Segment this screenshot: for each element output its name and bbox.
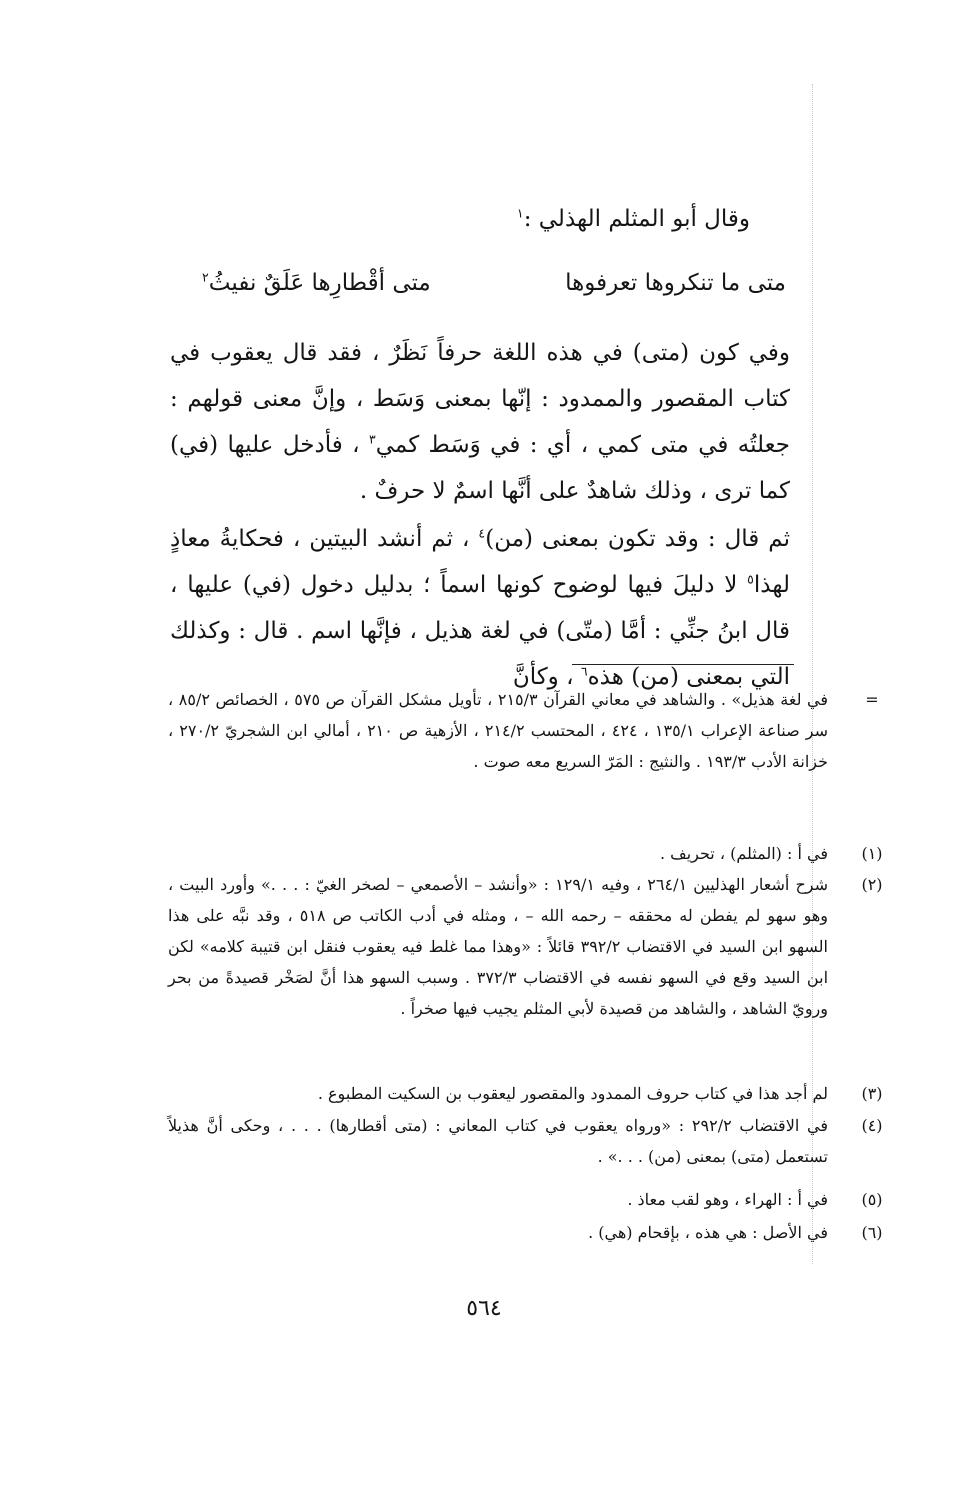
paragraph-1: [170, 330, 790, 514]
footnote-ref-4: ٤: [478, 525, 486, 541]
footnote-ref-6: ٦: [580, 663, 588, 679]
intro-text: وقال أبو المثلم الهذلي :: [523, 206, 750, 232]
paragraph-2: [170, 516, 790, 700]
footnote-text: في الأصل : هي هذه ، بإقحام (هي) .: [588, 1223, 828, 1242]
footnote-ref-2: ٢: [202, 269, 209, 285]
footnote-5: [168, 1184, 883, 1215]
paragraph-2-part-c: لا دليلَ فيها لوضوح كونها اسماً ؛ بدليل دخول (في) عليها ، قال ابنُ جنِّي : أمَّا (متّى) في لغة هذيل ، فإنَّها اسم . قال : وكذلك التي بمعنى (من) هذه: [170, 572, 791, 690]
footnote-number: (٦): [861, 1223, 883, 1242]
footnote-text: في الاقتضاب ٢٩٢/٢ : «ورواه يعقوب في كتاب المعاني : (متى أقطارها) . . . ، وحكى أنَّ هذيلاً تستعمل (متى) بمعنى (من) . . .» .: [168, 1116, 828, 1166]
footnote-separator: [572, 664, 794, 665]
footnote-4: [168, 1110, 883, 1172]
footnote-ref-3: ٣: [368, 431, 376, 447]
footnote-number: (١): [861, 844, 883, 863]
paragraph-2-part-d: ، وكأنَّ: [512, 664, 581, 690]
footnote-continuation-marker: =: [865, 690, 879, 709]
footnote-number: (٤): [861, 1116, 883, 1135]
footnote-1: [168, 838, 883, 869]
footnote-ref-5: ٥: [747, 571, 754, 587]
footnote-2: [168, 869, 883, 1024]
footnote-6: [168, 1217, 883, 1248]
footnote-number: (٢): [861, 875, 883, 894]
footnote-text: شرح أشعار الهذليين ٢٦٤/١ ، وفيه ١٢٩/١ : «وأنشد – الأصمعي – لصخر الغيّ : . . .» وأورد البيت ، وهو سهو لم يفطن له محققه – رحمه الله – ، ومثله في أدب الكاتب ص ٥١٨ ، وقد نبَّه على هذا السهو ابن السيد في الاقتضاب ٣٩٢/٢ قائلاً : «وهذا مما غلط فيه يعقوب فنقل ابن قتيبة كلامه» لكن ابن السيد وقع في السهو نفسه في الاقتضاب ٣٧٢/٣ . وسبب السهو هذا أنَّ لصَخْر قصيدةً من بحر ورويّ الشاهد ، والشاهد من قصيدة لأبي المثلم يجيب فيها صخراً .: [168, 875, 829, 1018]
paragraph-1-part-a: وفي كون (متى) في هذه اللغة حرفاً نَظَرٌ ، فقد قال يعقوب في كتاب المقصور والممدود : إنّها بمعنى وَسَط ، وإنَّ معنى قولهم : جعلتُه في متى كمي ، أي : في وَسَط كمي: [170, 340, 790, 458]
footnote-text: في أ : الهراء ، وهو لقب معاذ .: [627, 1190, 828, 1209]
paragraph-2-part-b: ، ثم أنشد البيتين ، فحكايةُ معاذٍ لهذا: [170, 526, 790, 598]
footnote-ref-1: ١: [516, 205, 524, 221]
page-number: ٥٦٤: [466, 1296, 502, 1321]
verse-hemistich-2: [202, 270, 431, 296]
intro-line: [517, 206, 750, 232]
verse-hemistich-1: متى ما تنكروها تعرفوها: [565, 270, 786, 296]
paragraph-1-part-b: ، فأدخل عليها (في) كما ترى ، وذلك شاهدٌ على أنَّها اسمٌ لا حرفٌ .: [170, 432, 790, 504]
paragraph-2-part-a: ثم قال : وقد تكون بمعنى (من): [485, 526, 790, 552]
footnote-text: لم أجد هذا في كتاب حروف الممدود والمقصور ليعقوب بن السكيت المطبوع .: [317, 1084, 828, 1103]
verse-hemistich-2-text: متى أقْطارِها عَلَقٌ نفيثُ: [208, 270, 431, 296]
footnote-3: [168, 1078, 883, 1109]
footnote-number: (٥): [861, 1190, 883, 1209]
footnote-text: في لغة هذيل» . والشاهد في معاني القرآن ٢١٥/٣ ، تأويل مشكل القرآن ص ٥٧٥ ، الخصائص ٨٥/٢ ، سر صناعة الإعراب ١٣٥/١ ، ٤٢٤ ، المحتسب ٢١٤/٢ ، الأزهية ص ٢١٠ ، أمالي ابن الشجريّ ٢٧٠/٢ ، خزانة الأدب ١٩٣/٣ . والنثيج : المَرّ السريع معه صوت .: [168, 690, 829, 771]
footnote-text: في أ : (المثلم) ، تحريف .: [659, 844, 828, 863]
footnote-continued: [168, 684, 879, 777]
footnote-number: (٣): [861, 1084, 883, 1103]
